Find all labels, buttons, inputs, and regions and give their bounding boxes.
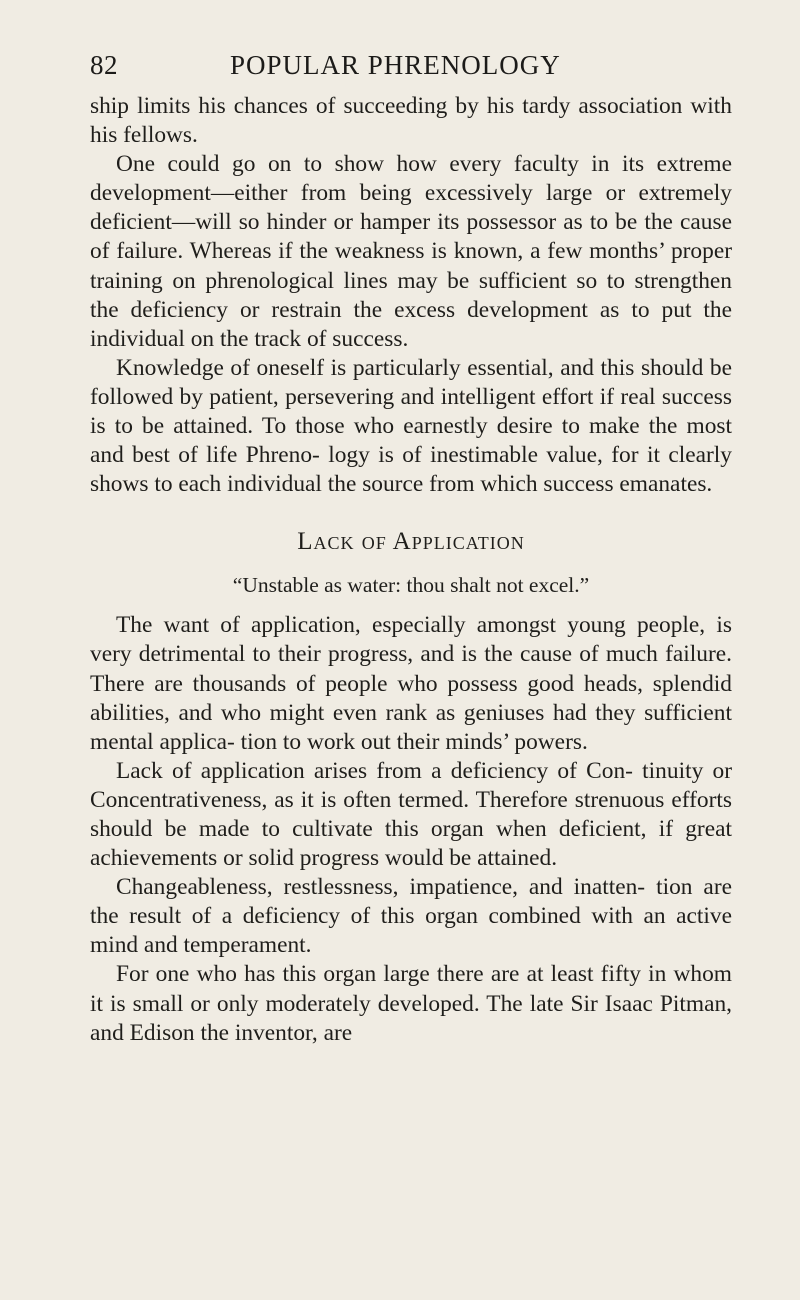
paragraph: Lack of application arises from a deficiency of Con- tinuity or Concentrativeness, as it is often termed. Therefore strenuous efforts should be made to cultivate this organ when deficient, if great achievements or solid progress would be attained. xyxy=(90,757,732,872)
paragraph: The want of application, especially amongst young people, is very detrimental to their progress, and is the cause of much failure. There are thousands of people who possess good heads, splendid abilities, and who might even rank as geniuses had they sufficient mental applica- tion to work out their minds’ powers. xyxy=(90,612,732,755)
page-number: 82 xyxy=(90,50,118,80)
paragraph: One could go on to show how every faculty in its extreme development—either from being excessively large or extremely deficient—will so hinder or hamper its possessor as to be the cause of failure. Whereas if the weakness is known, a few months’ proper training on phrenological lines may be sufficient so to strengthen the deficiency or restrain the excess development as to put the individual on the track of success. xyxy=(90,151,732,352)
running-head xyxy=(90,50,730,84)
paragraph: Changeableness, restlessness, impatience, and inatten- tion are the result of a deficiency of this organ combined with an active mind and temperament. xyxy=(90,874,732,959)
paragraph: For one who has this organ large there are at least fifty in whom it is small or only moderately developed. The late Sir Isaac Pitman, and Edison the inventor, are xyxy=(90,961,732,1046)
section-heading: Lack of Application xyxy=(297,528,525,556)
paragraph: ship limits his chances of succeeding by his tardy association with his fellows. xyxy=(90,93,732,149)
epigraph: “Unstable as water: thou shalt not excel.” xyxy=(232,573,590,598)
body-text xyxy=(90,92,732,1048)
running-title: POPULAR PHRENOLOGY xyxy=(230,50,561,80)
paragraph: Knowledge of oneself is particularly essential, and this should be followed by patient, persevering and intelligent effort if real success is to be attained. To those who earnestly desire to make the most and best of life Phreno- logy is of inestimable value, for it clearly shows to each individual the source from which success emanates. xyxy=(90,354,732,498)
